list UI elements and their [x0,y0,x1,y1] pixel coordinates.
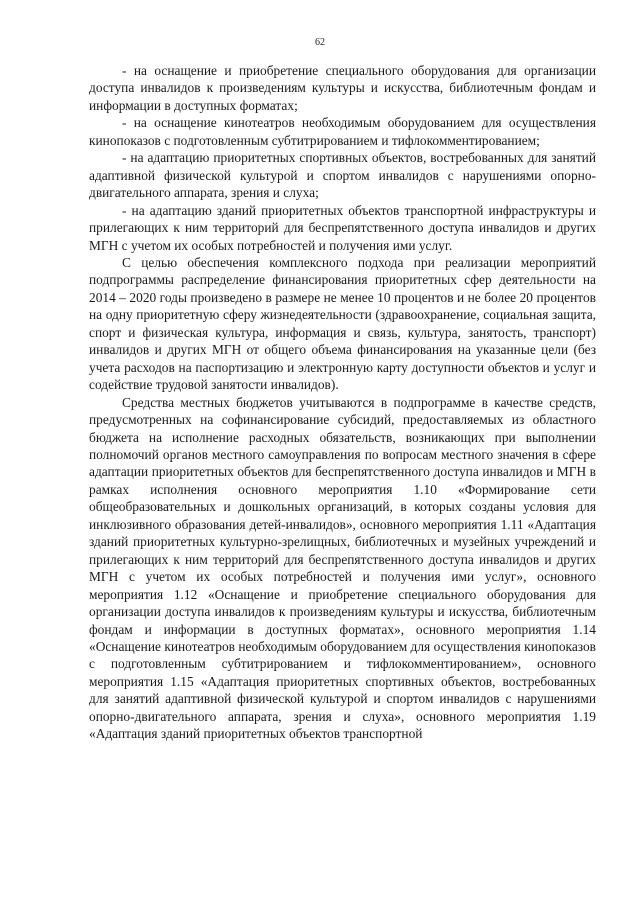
bullet-paragraph-transport-infrastructure: - на адаптацию зданий приоритетных объектов транспортной инфраструктуры и прилегающих к ним территорий для беспрепятственного доступа инвалидов и других МГН с учетом их особых потребностей и получения ими услуг. [89,202,596,253]
bullet-paragraph-culture-equipment: - на оснащение и приобретение специального оборудования для организации доступа инвалидов к произведениям культуры и искусства, библиотечным фондам и информации в доступных форматах; [89,63,596,113]
bullet-paragraph-sports-objects: - на адаптацию приоритетных спортивных объектов, востребованных для занятий адаптивной физической культурой и спортом инвалидов с нарушениями опорно-двигательного аппарата, зрения и слуха; [89,150,596,201]
paragraph-financing-distribution: С целью обеспечения комплексного подхода при реализации мероприятий подпрограммы распределение финансирования приоритетных сфер деятельности на 2014 – 2020 годы произведено в размере не менее 10 процентов и не более 20 процентов на одну приоритетную сферу жизнедеятельности (здравоохранение, социальная защита, спорт и физическая культура, информация и связь, культура, занятость, транспорт) инвалидов и других МГН от общего объема финансирования на указанные цели (без учета расходов на паспортизацию и электронную карту доступности объектов и услуг и содействие трудовой занятости инвалидов). [89,254,596,393]
bullet-paragraph-cinema-equipment: - на оснащение кинотеатров необходимым оборудованием для осуществления кинопоказов с подготовленным субтитрированием и тифлокомментированием; [89,115,596,148]
document-body [89,62,596,743]
paragraph-local-budgets: Средства местных бюджетов учитываются в подпрограмме в качестве средств, предусмотренных на софинансирование субсидий, предоставляемых из областного бюджета на исполнение расходных обязательств, возникающих при выполнении полномочий органов местного самоуправления по вопросам местного значения в сфере адаптации приоритетных объектов для беспрепятственного доступа инвалидов и МГН в рамках исполнения основного мероприятия 1.10 «Формирование сети общеобразовательных и дошкольных организаций, в которых созданы условия для инклюзивного образования детей-инвалидов», основного мероприятия 1.11 «Адаптация зданий приоритетных культурно-зрелищных, библиотечных и музейных учреждений и прилегающих к ним территорий для беспрепятственного доступа инвалидов и других МГН с учетом их особых потребностей и получения ими услуг», основного мероприятия 1.12 «Оснащение и приобретение специального оборудования для организации доступа инвалидов к произведениям культуры и искусства, библиотечным фондам и информации в доступных форматах», основного мероприятия 1.14 «Оснащение кинотеатров необходимым оборудованием для осуществления кинопоказов с подготовленным субтитрированием и тифлокомментированием», основного мероприятия 1.15 «Адаптация приоритетных спортивных объектов, востребованных для занятий адаптивной физической культурой и спортом инвалидов с нарушениями опорно-двигательного аппарата, зрения и слуха», основного мероприятия 1.19 «Адаптация зданий приоритетных объектов транспортной [89,394,596,742]
page-number: 62 [315,37,325,48]
